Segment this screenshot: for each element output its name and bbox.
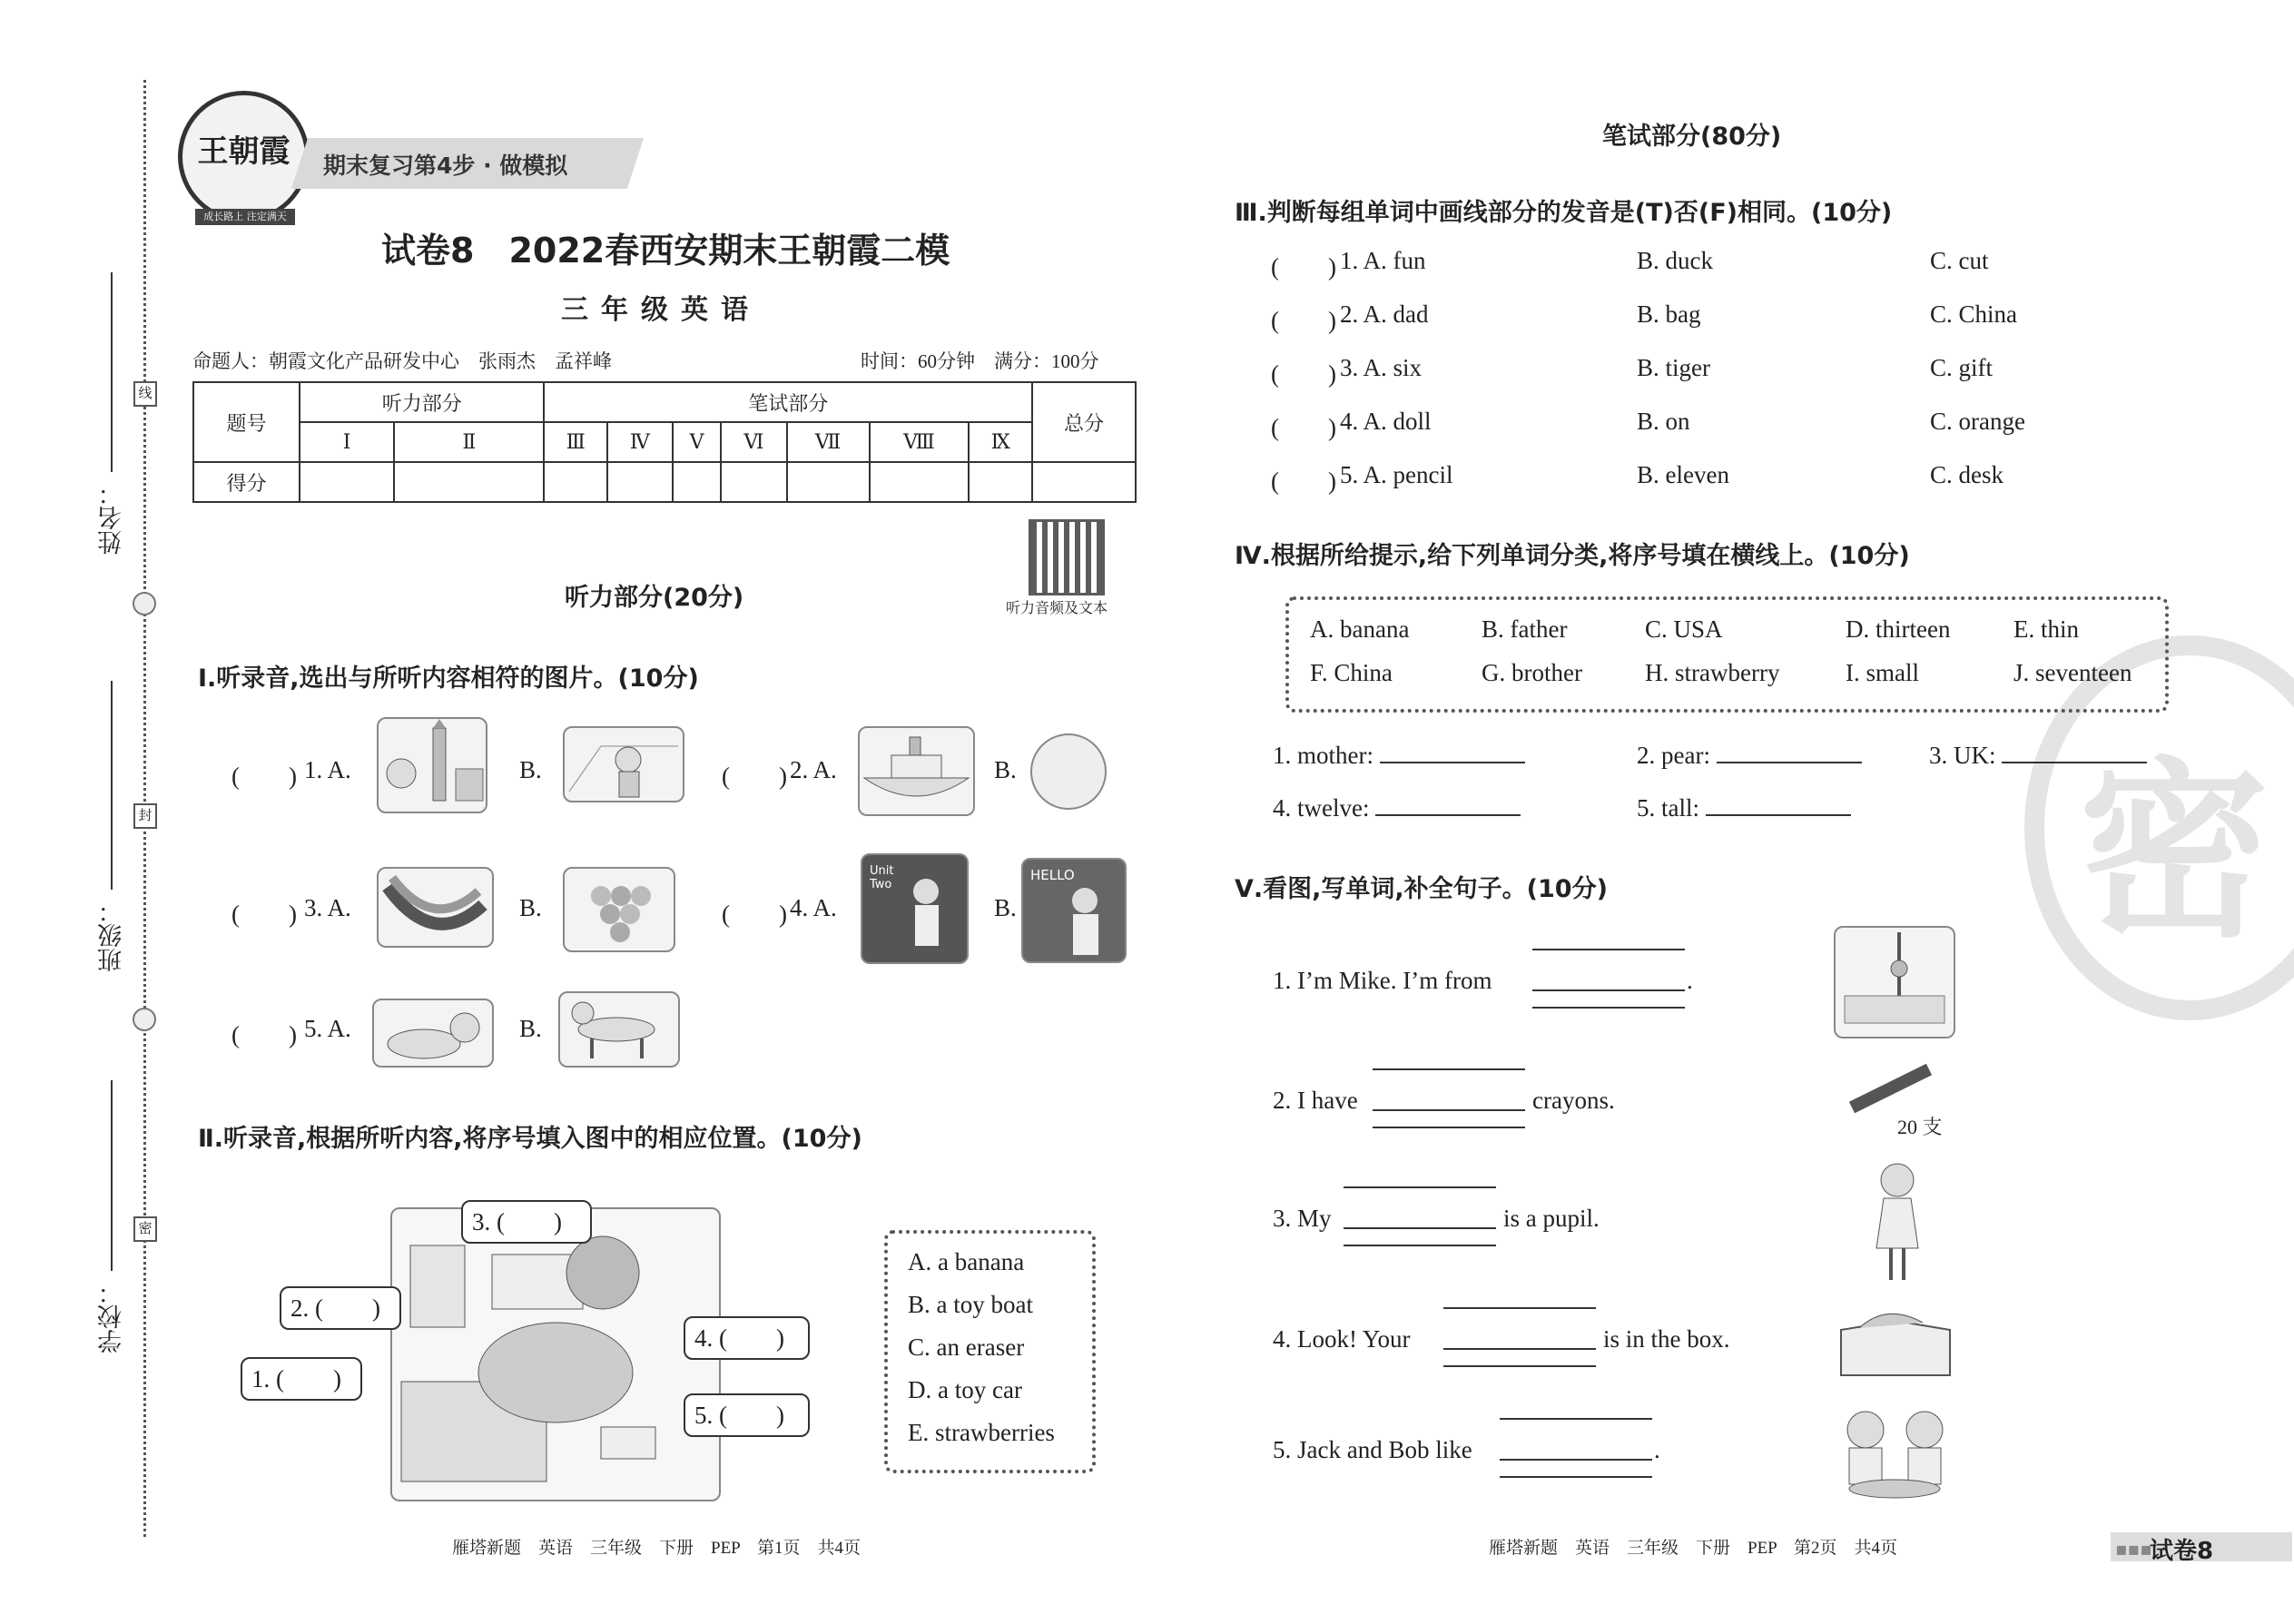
- score-cell[interactable]: [870, 462, 970, 502]
- q3-heading: Ⅲ.判断每组单词中画线部分的发音是(T)否(F)相同。(10分): [1235, 199, 1893, 227]
- exam-time-score: 时间：60分钟 满分：100分: [861, 350, 1099, 372]
- q1-item-a: 2. A.: [790, 756, 837, 783]
- footer-left: 雁塔新题 英语 三年级 下册 PEP 第1页 共4页: [452, 1539, 861, 1558]
- q3-answer-paren[interactable]: ( ): [1271, 468, 1336, 495]
- q1-item-b: B.: [519, 756, 542, 783]
- q2-option: B. a toy boat: [908, 1291, 1033, 1318]
- q4-word: I. small: [1846, 659, 1919, 686]
- q1-heading: Ⅰ.听录音,选出与所听内容相符的图片。(10分): [198, 664, 699, 693]
- qr-code-icon[interactable]: [1029, 519, 1105, 595]
- q5-writing-lines: [1532, 949, 1685, 1009]
- score-table: [192, 381, 1137, 503]
- q1-answer-paren[interactable]: ( ): [231, 1021, 297, 1048]
- q4-word: H. strawberry: [1645, 659, 1780, 686]
- q1-item-a: 3. A.: [304, 894, 351, 921]
- q1-item-a: 4. A.: [790, 894, 837, 921]
- score-cell[interactable]: [1032, 462, 1136, 502]
- q1-item-b: B.: [519, 1015, 542, 1042]
- q5-sentence-1-start: 1. I’m Mike. I’m from: [1273, 967, 1492, 994]
- score-row-label: 得分: [193, 462, 300, 502]
- q5-heading: Ⅴ.看图,写单词,补全句子。(10分): [1235, 875, 1608, 903]
- q3-answer-paren[interactable]: ( ): [1271, 307, 1336, 334]
- school-label: 学校：: [98, 1280, 126, 1353]
- q2-label-4[interactable]: 4. ( ): [684, 1316, 810, 1360]
- cat-picture: [372, 999, 494, 1068]
- q5-sentence-2-end: crayons.: [1532, 1087, 1615, 1114]
- q3-answer-paren[interactable]: ( ): [1271, 360, 1336, 388]
- toy-boat-picture: [858, 726, 975, 816]
- q4-word: A. banana: [1310, 615, 1410, 643]
- score-writing-head: 笔试部分: [544, 382, 1032, 422]
- q4-answer-blank[interactable]: [1380, 762, 1525, 763]
- score-section: Ⅰ: [300, 422, 394, 462]
- q3-option-c: C. desk: [1930, 461, 2004, 488]
- q1-item-b: B.: [519, 894, 542, 921]
- score-col-qnum: 题号: [193, 382, 300, 462]
- room-scene-picture: [390, 1207, 721, 1501]
- score-cell[interactable]: [544, 462, 607, 502]
- teacher-blackboard-picture: [861, 853, 969, 964]
- q5-sentence-2-start: 2. I have: [1273, 1087, 1358, 1114]
- boys-eating-picture: [1829, 1403, 1961, 1502]
- q2-label-5[interactable]: 5. ( ): [684, 1393, 810, 1437]
- girl-street-picture: [563, 726, 684, 802]
- exam-authors: 命题人：朝霞文化产品研发中心 张雨杰 孟祥峰: [192, 350, 612, 372]
- seal-dot: [133, 1008, 156, 1031]
- q1-answer-paren[interactable]: ( ): [231, 901, 297, 928]
- class-write-line: [111, 681, 113, 890]
- q1-item-a: 1. A.: [304, 756, 351, 783]
- score-cell[interactable]: [969, 462, 1032, 502]
- q5-writing-lines: [1443, 1307, 1596, 1367]
- q5-sentence-3-end: is a pupil.: [1503, 1205, 1600, 1232]
- score-section: Ⅱ: [394, 422, 544, 462]
- seal-mark-seal: 封: [133, 803, 157, 829]
- q3-option-b: B. tiger: [1637, 354, 1710, 381]
- q4-prompt-4: 4. twelve:: [1273, 794, 1521, 822]
- q4-word: E. thin: [2013, 615, 2079, 643]
- q3-option-b: B. eleven: [1637, 461, 1729, 488]
- q1-answer-paren[interactable]: ( ): [231, 763, 297, 790]
- score-section: Ⅴ: [673, 422, 722, 462]
- q5-sentence-4-start: 4. Look! Your: [1273, 1325, 1411, 1353]
- q3-option-a: 1. A. fun: [1340, 247, 1426, 274]
- footer-right: 雁塔新题 英语 三年级 下册 PEP 第2页 共4页: [1489, 1539, 1898, 1558]
- q4-word: C. USA: [1645, 615, 1723, 643]
- london-boy-picture: [377, 717, 487, 813]
- q2-heading: Ⅱ.听录音,根据所听内容,将序号填入图中的相应位置。(10分): [198, 1125, 862, 1153]
- q4-answer-blank[interactable]: [1717, 762, 1862, 763]
- q5-sentence-5-start: 5. Jack and Bob like: [1273, 1436, 1472, 1463]
- qr-caption: 听力音频及文本: [1006, 599, 1108, 616]
- score-section: Ⅲ: [544, 422, 607, 462]
- score-section: Ⅶ: [787, 422, 870, 462]
- q5-sentence-5-end: .: [1654, 1436, 1660, 1463]
- score-section: Ⅷ: [870, 422, 970, 462]
- score-cell[interactable]: [300, 462, 394, 502]
- q1-answer-paren[interactable]: ( ): [722, 901, 787, 928]
- q3-option-b: B. on: [1637, 408, 1690, 435]
- ball-picture: [1030, 733, 1107, 810]
- q1-item-b: B.: [994, 894, 1017, 921]
- q5-sentence-1-end: .: [1687, 967, 1693, 994]
- q4-word-box: [1285, 596, 2169, 713]
- logo-badge: 成长路上 注定满天: [195, 209, 295, 225]
- score-cell[interactable]: [394, 462, 544, 502]
- box-picture: [1832, 1303, 1959, 1380]
- q5-writing-lines: [1500, 1418, 1652, 1478]
- crayon-picture: [1843, 1062, 1943, 1117]
- score-total-head: 总分: [1032, 382, 1136, 462]
- q3-answer-paren[interactable]: ( ): [1271, 253, 1336, 281]
- exam-title: 试卷8 2022春西安期末王朝霞二模: [381, 231, 950, 271]
- q4-word: F. China: [1310, 659, 1393, 686]
- bananas-picture: [377, 867, 494, 948]
- score-cell[interactable]: [607, 462, 673, 502]
- q4-prompt-5: 5. tall:: [1637, 794, 1851, 822]
- score-listening-head: 听力部分: [300, 382, 544, 422]
- score-section: Ⅳ: [607, 422, 673, 462]
- q3-option-c: C. gift: [1930, 354, 1994, 381]
- class-label: 班级：: [98, 899, 126, 972]
- exam-tag-squares-icon: ▪▪▪: [2115, 1538, 2152, 1560]
- boy-hello-picture: [1021, 858, 1127, 963]
- q4-word: D. thirteen: [1846, 615, 1951, 643]
- q4-answer-blank[interactable]: [2002, 762, 2147, 763]
- q5-answer-line-1[interactable]: [1532, 989, 1685, 991]
- q2-label-1[interactable]: 1. ( ): [241, 1357, 362, 1401]
- q3-option-a: 2. A. dad: [1340, 300, 1429, 328]
- q3-option-b: B. duck: [1637, 247, 1713, 274]
- q3-option-b: B. bag: [1637, 300, 1701, 328]
- crayon-caption: 20 支: [1897, 1116, 1943, 1138]
- seal-mark-secret: 密: [133, 1216, 157, 1242]
- q2-label-2[interactable]: 2. ( ): [280, 1286, 401, 1330]
- secret-watermark-char: 密: [2079, 741, 2270, 963]
- q2-option: C. an eraser: [908, 1334, 1025, 1361]
- score-section: Ⅸ: [969, 422, 1032, 462]
- q4-answer-blank[interactable]: [1706, 814, 1851, 816]
- q4-word: G. brother: [1482, 659, 1582, 686]
- q3-option-a: 3. A. six: [1340, 354, 1423, 381]
- q1-answer-paren[interactable]: ( ): [722, 763, 787, 790]
- q2-label-3[interactable]: 3. ( ): [461, 1200, 592, 1244]
- q4-answer-blank[interactable]: [1375, 814, 1521, 816]
- q2-option: A. a banana: [908, 1248, 1025, 1275]
- banner-text: 期末复习第4步 · 做模拟: [323, 153, 568, 179]
- q1-item-b: B.: [994, 756, 1017, 783]
- listening-section-title: 听力部分(20分): [565, 584, 744, 612]
- q4-word: B. father: [1482, 615, 1568, 643]
- grapes-picture: [563, 867, 675, 952]
- q4-prompt-1: 1. mother:: [1273, 742, 1525, 770]
- q3-option-c: C. cut: [1930, 247, 1989, 274]
- q5-answer-line-2[interactable]: [1373, 1109, 1525, 1111]
- score-cell[interactable]: [721, 462, 786, 502]
- score-section: Ⅵ: [721, 422, 786, 462]
- writing-section-title: 笔试部分(80分): [1602, 123, 1782, 151]
- q5-writing-lines: [1344, 1186, 1496, 1246]
- q3-option-a: 5. A. pencil: [1340, 461, 1453, 488]
- hello-text: HELLO: [1030, 867, 1075, 883]
- q3-answer-paren[interactable]: ( ): [1271, 414, 1336, 441]
- school-write-line: [111, 1080, 113, 1271]
- seal-mark-line: 线: [133, 381, 157, 407]
- exam-tag: 试卷8: [2150, 1538, 2214, 1565]
- q3-option-c: C. orange: [1930, 408, 2025, 435]
- q4-heading: Ⅳ.根据所给提示,给下列单词分类,将序号填在横线上。(10分): [1235, 542, 1910, 570]
- brand-logo: 王朝霞: [178, 91, 310, 222]
- q5-answer-line-5[interactable]: [1500, 1459, 1652, 1461]
- q5-answer-line-3[interactable]: [1344, 1227, 1496, 1229]
- shanghai-skyline-picture: [1834, 926, 1955, 1038]
- q3-option-c: C. China: [1930, 300, 2018, 328]
- q4-prompt-2: 2. pear:: [1637, 742, 1862, 770]
- q5-writing-lines: [1373, 1068, 1525, 1128]
- girl-pupil-picture: [1866, 1157, 1929, 1284]
- q4-prompt-3: 3. UK:: [1929, 742, 2147, 770]
- score-cell[interactable]: [787, 462, 870, 502]
- q5-sentence-3-start: 3. My: [1273, 1205, 1332, 1232]
- q2-option: E. strawberries: [908, 1419, 1055, 1446]
- blackboard-text: Unit Two: [870, 864, 894, 891]
- q3-option-a: 4. A. doll: [1340, 408, 1432, 435]
- name-write-line: [111, 272, 113, 472]
- q1-item-a: 5. A.: [304, 1015, 351, 1042]
- name-label: 姓名：: [98, 481, 126, 555]
- score-cell[interactable]: [673, 462, 722, 502]
- q5-answer-line-4[interactable]: [1443, 1348, 1596, 1350]
- dog-picture: [558, 991, 680, 1068]
- exam-subtitle: 三年级英语: [561, 294, 761, 326]
- q4-word: J. seventeen: [2013, 659, 2132, 686]
- seal-dot: [133, 592, 156, 615]
- q2-option: D. a toy car: [908, 1376, 1022, 1403]
- q5-sentence-4-end: is in the box.: [1603, 1325, 1730, 1353]
